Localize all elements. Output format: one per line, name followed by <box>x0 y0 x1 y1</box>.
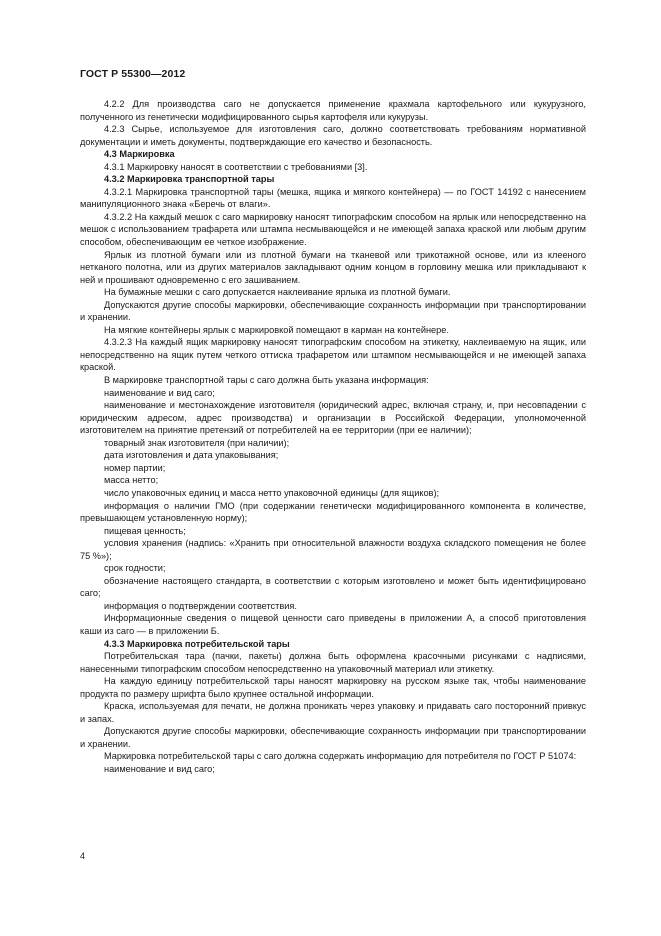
section-heading: 4.3.2 Маркировка транспортной тары <box>104 174 275 185</box>
paragraph: На бумажные мешки с саго допускается наклеивание ярлыка из плотной бумаги. <box>104 287 451 298</box>
paragraph: обозначение настоящего стандарта, в соответствии с которым изготовлено и может быть идентифицировано саго; <box>80 575 586 599</box>
paragraph: 4.3.1 Маркировку наносят в соответствии с требованиями [3]. <box>104 161 368 172</box>
paragraph: масса нетто; <box>104 475 159 486</box>
paragraph: условия хранения (надпись: «Хранить при относительной влажности воздуха складского помещения не более 75 %»); <box>80 538 586 561</box>
paragraph: наименование и местонахождение изготовителя (юридический адрес, включая страну, и, при несовпадении с юридическим адресом, адрес производства) и организации в Российской Федерации, уполномоченной изготовителем на принятие претензий от потребителей на ее территории (при ее наличии); <box>80 400 586 436</box>
paragraph: Допускаются другие способы маркировки, обеспечивающие сохранность информации при транспортировании и хранении. <box>80 726 586 749</box>
paragraph: пищевая ценность; <box>104 525 186 536</box>
paragraph: Допускаются другие способы маркировки, обеспечивающие сохранность информации при транспортировании и хранении. <box>80 299 586 323</box>
paragraph: наименование и вид саго; <box>104 387 215 398</box>
paragraph: В маркировке транспортной тары с саго должна быть указана информация: <box>104 375 429 386</box>
paragraph: число упаковочных единиц и масса нетто упаковочной единицы (для ящиков); <box>104 487 440 498</box>
paragraph: информация о подтверждении соответствия. <box>104 600 297 611</box>
paragraph: Краска, используемая для печати, не должна проникать через упаковку и придавать саго посторонний привкус и запах. <box>80 701 586 724</box>
paragraph: номер партии; <box>104 462 166 473</box>
paragraph: 4.3.2.1 Маркировка транспортной тары (мешка, ящика и мягкого контейнера) — по ГОСТ 14192 с нанесением манипуляционного знака «Беречь от влаги». <box>80 186 586 210</box>
paragraph: Потребительская тара (пачки, пакеты) должна быть оформлена красочными рисунками с надписями, нанесенными типографским способом непосредственно на упаковочный материал или этикетку. <box>80 651 586 674</box>
page-number: 4 <box>80 851 86 861</box>
paragraph: Ярлык из плотной бумаги или из плотной бумаги на тканевой или трикотажной основе, или из клееного нетканого полотна, или из других материалов закладывают одним концом в горловину мешка или прикладывают к ней и прошивают одновременно с его зашиванием. <box>80 249 586 285</box>
paragraph: На каждую единицу потребительской тары наносят маркировку на русском языке так, чтобы наименование продукта по размеру шрифта было крупнее остальной информации. <box>80 676 586 699</box>
paragraph: Информационные сведения о пищевой ценности саго приведены в приложении А, а способ приготовления каши из саго — в приложении Б. <box>80 613 586 636</box>
paragraph: 4.2.2 Для производства саго не допускается применение крахмала картофельного или кукурузного, полученного из генетически модифицированного сырья картофеля или кукурузы. <box>80 99 586 122</box>
paragraph: информация о наличии ГМО (при содержании генетически модифицированного компонента в количестве, превышающем установленную норму); <box>80 500 586 524</box>
paragraph: дата изготовления и дата упаковывания; <box>104 450 279 461</box>
document-header: ГОСТ Р 55300—2012 <box>80 68 186 80</box>
paragraph: наименование и вид саго; <box>104 763 215 774</box>
document-body <box>80 98 586 776</box>
paragraph: 4.2.3 Сырье, используемое для изготовления саго, должно соответствовать требованиям нормативной документации и иметь документы, подтверждающие его качество и безопасность. <box>80 124 586 147</box>
paragraph: срок годности; <box>104 563 166 574</box>
paragraph: 4.3.2.2 На каждый мешок с саго маркировку наносят типографским способом на ярлык или непосредственно на мешок с использованием трафарета или штампа несмывающейся и не имеющей запаха краской или любым другим способом, обеспечивающим ее четкое изображение. <box>80 211 586 248</box>
paragraph: На мягкие контейнеры ярлык с маркировкой помещают в карман на контейнере. <box>104 324 449 335</box>
section-heading: 4.3.3 Маркировка потребительской тары <box>104 638 290 649</box>
paragraph: товарный знак изготовителя (при наличии); <box>104 437 290 448</box>
paragraph: 4.3.2.3 На каждый ящик маркировку наносят типографским способом на этикетку, наклеиваемую на ящик, или непосредственно на ящик путем четкого оттиска трафаретом или штампом несмывающейся и не имеющей запаха краской. <box>80 337 586 373</box>
paragraph: Маркировка потребительской тары с саго должна содержать информацию для потребителя по ГОСТ Р 51074: <box>104 751 577 762</box>
section-heading: 4.3 Маркировка <box>104 149 175 160</box>
